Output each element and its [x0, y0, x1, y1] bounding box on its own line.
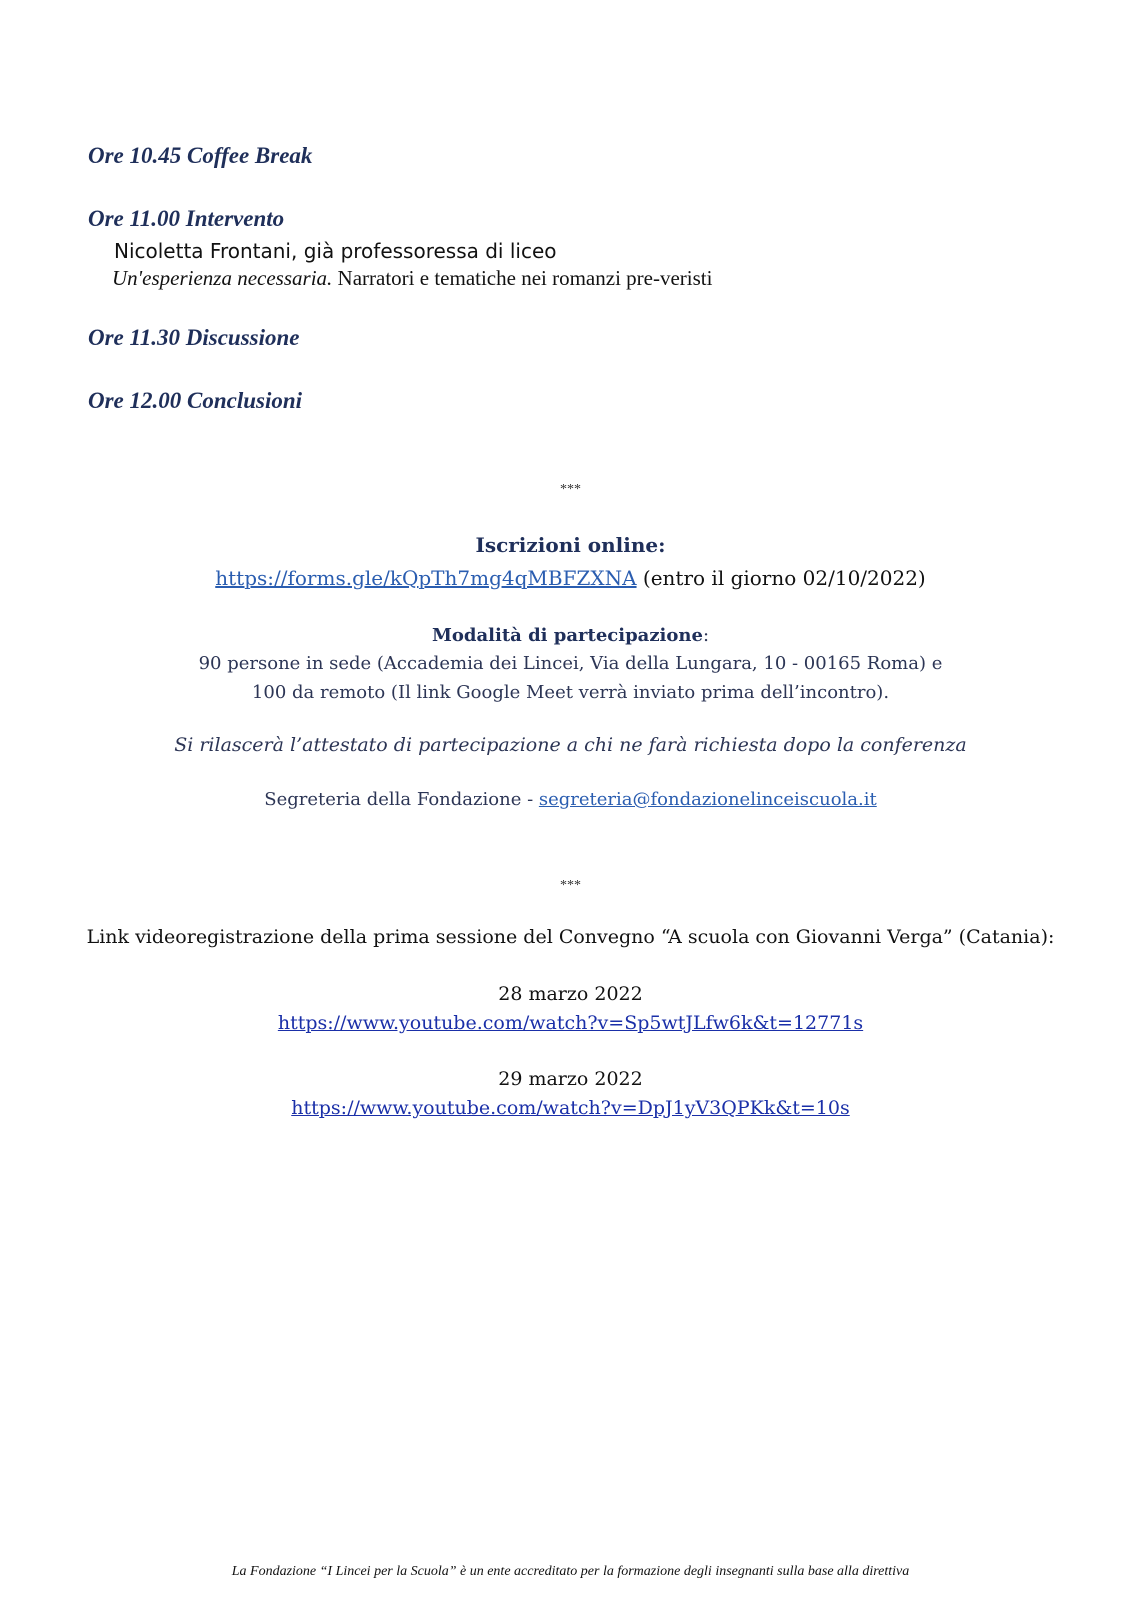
talk-title	[112, 266, 712, 291]
recording-link-wrap	[0, 1097, 1141, 1119]
talk-title-rest: Narratori e tematiche nei romanzi pre-veristi	[332, 266, 713, 290]
footer-note: La Fondazione “I Lincei per la Scuola” è un ente accreditato per la formazione degli insegnanti sulla base alla direttiva	[231, 1564, 910, 1579]
participation-line-1: 90 persone in sede (Accademia dei Lincei, Via della Lungara, 10 - 00165 Roma) e	[198, 653, 943, 674]
registration-line	[0, 566, 1141, 590]
separator: ***	[560, 878, 581, 893]
participation-line-2: 100 da remoto (Il link Google Meet verrà inviato prima dell’incontro).	[251, 682, 890, 703]
participation-heading-colon: :	[702, 625, 710, 646]
secretariat-line	[0, 789, 1141, 810]
recording-link[interactable]: https://www.youtube.com/watch?v=DpJ1yV3QPKk&t=10s	[291, 1097, 850, 1119]
session-intervento-title: Ore 11.00 Intervento	[88, 206, 285, 231]
session-discussione: Ore 11.30 Discussione	[88, 325, 300, 350]
certificate-note: Si rilascerà l’attestato di partecipazione a chi ne farà richiesta dopo la conferenza	[174, 734, 967, 756]
speaker-name: Nicoletta Frontani, già professoressa di liceo	[114, 239, 557, 263]
participation-heading	[0, 625, 1141, 646]
recording-date: 28 marzo 2022	[498, 983, 643, 1005]
recording-link-wrap	[0, 1012, 1141, 1034]
secretariat-label: Segreteria della Fondazione -	[264, 789, 539, 810]
secretariat-email-link[interactable]: segreteria@fondazionelinceiscuola.it	[538, 789, 877, 810]
talk-title-italic: Un'esperienza necessaria.	[112, 266, 333, 290]
recording-link[interactable]: https://www.youtube.com/watch?v=Sp5wtJLfw6k&t=12771s	[277, 1012, 864, 1034]
registration-link[interactable]: https://forms.gle/kQpTh7mg4qMBFZXNA	[215, 566, 637, 590]
separator: ***	[560, 482, 581, 497]
session-conclusioni: Ore 12.00 Conclusioni	[88, 388, 303, 413]
recordings-intro: Link videoregistrazione della prima sessione del Convegno “A scuola con Giovanni Verga” (Catania):	[86, 926, 1055, 948]
session-coffee-break: Ore 10.45 Coffee Break	[88, 143, 313, 168]
recording-date: 29 marzo 2022	[498, 1068, 643, 1090]
registration-heading: Iscrizioni online:	[475, 533, 666, 557]
registration-deadline: (entro il giorno 02/10/2022)	[636, 566, 926, 590]
participation-heading-text: Modalità di partecipazione	[431, 625, 703, 646]
